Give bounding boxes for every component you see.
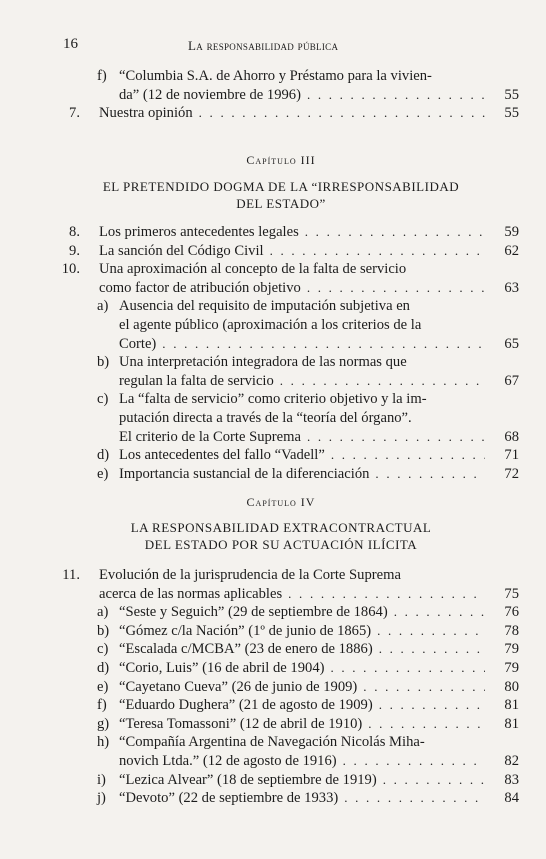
toc-sub-entry-line — [0, 602, 546, 622]
page-ref: 80 — [504, 678, 519, 695]
page-ref: 68 — [504, 428, 519, 445]
leader-dots — [379, 695, 485, 715]
leader-dots — [363, 677, 485, 697]
page-ref: 82 — [504, 753, 519, 769]
page-ref: 62 — [504, 242, 519, 259]
entry-letter: d) — [97, 447, 110, 464]
page-ref: 67 — [504, 372, 519, 389]
entry-text: “Compañía Argentina de Navegación Nicolás Miha- — [119, 734, 425, 751]
entry-letter: c) — [97, 391, 109, 408]
running-head: La responsabilidad pública — [188, 38, 339, 53]
entry-number: 8. — [69, 224, 80, 240]
entry-text: “Teresa Tomassoni” (12 de abril de 1910) — [119, 715, 363, 732]
toc-sub-entry-line — [0, 85, 546, 105]
chapter-3-title-line-1: EL PRETENDIDO DOGMA DE LA “IRRESPONSABILIDAD — [102, 179, 460, 194]
entry-text: Corte) — [119, 335, 157, 352]
leader-dots — [288, 584, 485, 604]
leader-dots — [280, 371, 485, 391]
toc-sub-entry-line — [0, 352, 546, 372]
chapter-4-label: Capítulo IV — [246, 495, 316, 509]
page-ref: 63 — [504, 279, 519, 296]
entry-text: El criterio de la Corte Suprema — [119, 428, 301, 445]
page-ref: 83 — [504, 771, 519, 788]
toc-entry-line — [0, 584, 546, 604]
entry-letter: c) — [97, 641, 109, 658]
entry-text: “Lezica Alvear” (18 de septiembre de 1919) — [119, 771, 377, 788]
toc-sub-entry-line — [0, 751, 546, 771]
toc-sub-entry-line — [0, 714, 546, 734]
toc-entry-line — [0, 565, 546, 585]
leader-dots — [344, 788, 485, 808]
leader-dots — [394, 602, 485, 622]
entry-number: 9. — [69, 242, 80, 259]
leader-dots — [199, 103, 485, 123]
entry-number: 10. — [61, 261, 80, 278]
toc-entry-line — [0, 241, 546, 261]
leader-dots — [331, 445, 485, 465]
leader-dots — [307, 427, 485, 447]
entry-letter: f) — [97, 697, 107, 714]
entry-text: Nuestra opinión — [99, 105, 193, 122]
chapter-3-label: Capítulo III — [246, 153, 316, 167]
leader-dots — [379, 639, 485, 659]
entry-letter: b) — [97, 354, 110, 371]
leader-dots — [375, 464, 485, 484]
entry-text: como factor de atribución objetivo — [99, 279, 301, 296]
entry-letter: h) — [97, 734, 110, 751]
entry-letter: e) — [97, 465, 109, 482]
entry-text: da” (12 de noviembre de 1996) — [119, 86, 301, 103]
entry-text: regulan la falta de servicio — [119, 372, 274, 389]
page-ref: 76 — [504, 604, 519, 621]
entry-text: “Cayetano Cueva” (26 de junio de 1909) — [119, 678, 358, 695]
entry-letter: i) — [97, 771, 106, 788]
entry-letter: a) — [97, 298, 109, 315]
toc-sub-entry-line — [0, 371, 546, 391]
toc-sub-entry-line — [0, 695, 546, 715]
entry-letter: f) — [97, 68, 107, 84]
entry-text: “Seste y Seguich” (29 de septiembre de 1864) — [119, 604, 388, 621]
chapter-4-title-line-1: LA RESPONSABILIDAD EXTRACONTRACTUAL — [130, 520, 432, 535]
entry-letter: a) — [97, 604, 109, 621]
page-ref: 55 — [504, 86, 519, 103]
entry-letter: g) — [97, 715, 110, 732]
chapter-4-title — [0, 519, 546, 553]
entry-number: 7. — [69, 105, 80, 122]
entry-text: acerca de las normas aplicables — [99, 585, 283, 602]
entry-number: 11. — [62, 567, 80, 583]
toc-sub-entry-line — [0, 770, 546, 790]
chapter-3-title — [0, 178, 546, 212]
toc-sub-entry-line — [0, 732, 546, 752]
leader-dots — [305, 222, 485, 242]
leader-dots — [343, 751, 485, 771]
page-ref: 81 — [504, 697, 519, 714]
entry-text: Evolución de la jurisprudencia de la Corte Suprema — [99, 567, 401, 583]
chapter-3-title-line-2: DEL ESTADO” — [236, 196, 326, 211]
entry-text: Una aproximación al concepto de la falta de servicio — [99, 261, 407, 278]
toc-sub-entry-line — [0, 788, 546, 808]
leader-dots — [368, 714, 485, 734]
page-ref: 55 — [504, 105, 519, 122]
toc-sub-entry-line — [0, 389, 546, 409]
toc-sub-entry-line — [0, 334, 546, 354]
entry-text: novich Ltda.” (12 de agosto de 1916) — [119, 753, 337, 769]
toc-sub-entry-line — [0, 639, 546, 659]
toc-sub-entry-line — [0, 621, 546, 641]
leader-dots — [162, 334, 485, 354]
entry-text: Los primeros antecedentes legales — [99, 224, 299, 240]
toc-entry-line — [0, 259, 546, 279]
leader-dots — [377, 621, 485, 641]
toc-entry-line — [0, 103, 546, 123]
page-ref: 75 — [504, 585, 519, 602]
toc-sub-entry-line — [0, 66, 546, 86]
page-ref: 65 — [504, 335, 519, 352]
toc-entry-line — [0, 222, 546, 242]
page-ref: 78 — [504, 622, 519, 639]
toc-sub-entry-line — [0, 315, 546, 335]
entry-text: putación directa a través de la “teoría del órgano”. — [119, 410, 412, 426]
toc-sub-entry-line — [0, 464, 546, 484]
page-number: 16 — [63, 36, 78, 52]
page-ref: 79 — [504, 660, 519, 676]
toc-sub-entry-line — [0, 296, 546, 316]
leader-dots — [307, 85, 485, 105]
page-ref: 81 — [504, 715, 519, 732]
entry-text: La sanción del Código Civil — [99, 242, 264, 259]
leader-dots — [270, 241, 485, 261]
entry-letter: j) — [97, 790, 106, 807]
entry-text: “Corio, Luis” (16 de abril de 1904) — [119, 660, 325, 676]
entry-text: Ausencia del requisito de imputación subjetiva en — [119, 298, 410, 315]
entry-letter: b) — [97, 622, 110, 639]
leader-dots — [330, 658, 485, 678]
page-ref: 59 — [504, 224, 519, 240]
toc-sub-entry-line — [0, 408, 546, 428]
page-ref: 72 — [504, 465, 519, 482]
page-ref: 71 — [504, 447, 519, 464]
toc-sub-entry-line — [0, 427, 546, 447]
entry-text: el agente público (aproximación a los criterios de la — [119, 317, 422, 333]
entry-text: “Eduardo Dughera” (21 de agosto de 1909) — [119, 697, 373, 714]
entry-text: “Devoto” (22 de septiembre de 1933) — [119, 790, 339, 807]
page-ref: 84 — [504, 790, 519, 807]
entry-text: Los antecedentes del fallo “Vadell” — [119, 447, 325, 464]
toc-sub-entry-line — [0, 445, 546, 465]
entry-text: “Escalada c/MCBA” (23 de enero de 1886) — [119, 641, 373, 658]
entry-text: Importancia sustancial de la diferenciación — [119, 465, 370, 482]
page-ref: 79 — [504, 641, 519, 658]
toc-entry-line — [0, 278, 546, 298]
entry-text: “Columbia S.A. de Ahorro y Préstamo para la vivien- — [119, 68, 432, 84]
chapter-4-title-line-2: DEL ESTADO POR SU ACTUACIÓN ILÍCITA — [144, 537, 418, 552]
entry-letter: d) — [97, 660, 110, 676]
toc-sub-entry-line — [0, 658, 546, 678]
toc-sub-entry-line — [0, 677, 546, 697]
entry-text: La “falta de servicio” como criterio objetivo y la im- — [119, 391, 427, 408]
entry-letter: e) — [97, 678, 109, 695]
leader-dots — [383, 770, 485, 790]
entry-text: Una interpretación integradora de las normas que — [119, 354, 407, 371]
entry-text: “Gómez c/la Nación” (1º de junio de 1865) — [119, 622, 372, 639]
leader-dots — [307, 278, 485, 298]
